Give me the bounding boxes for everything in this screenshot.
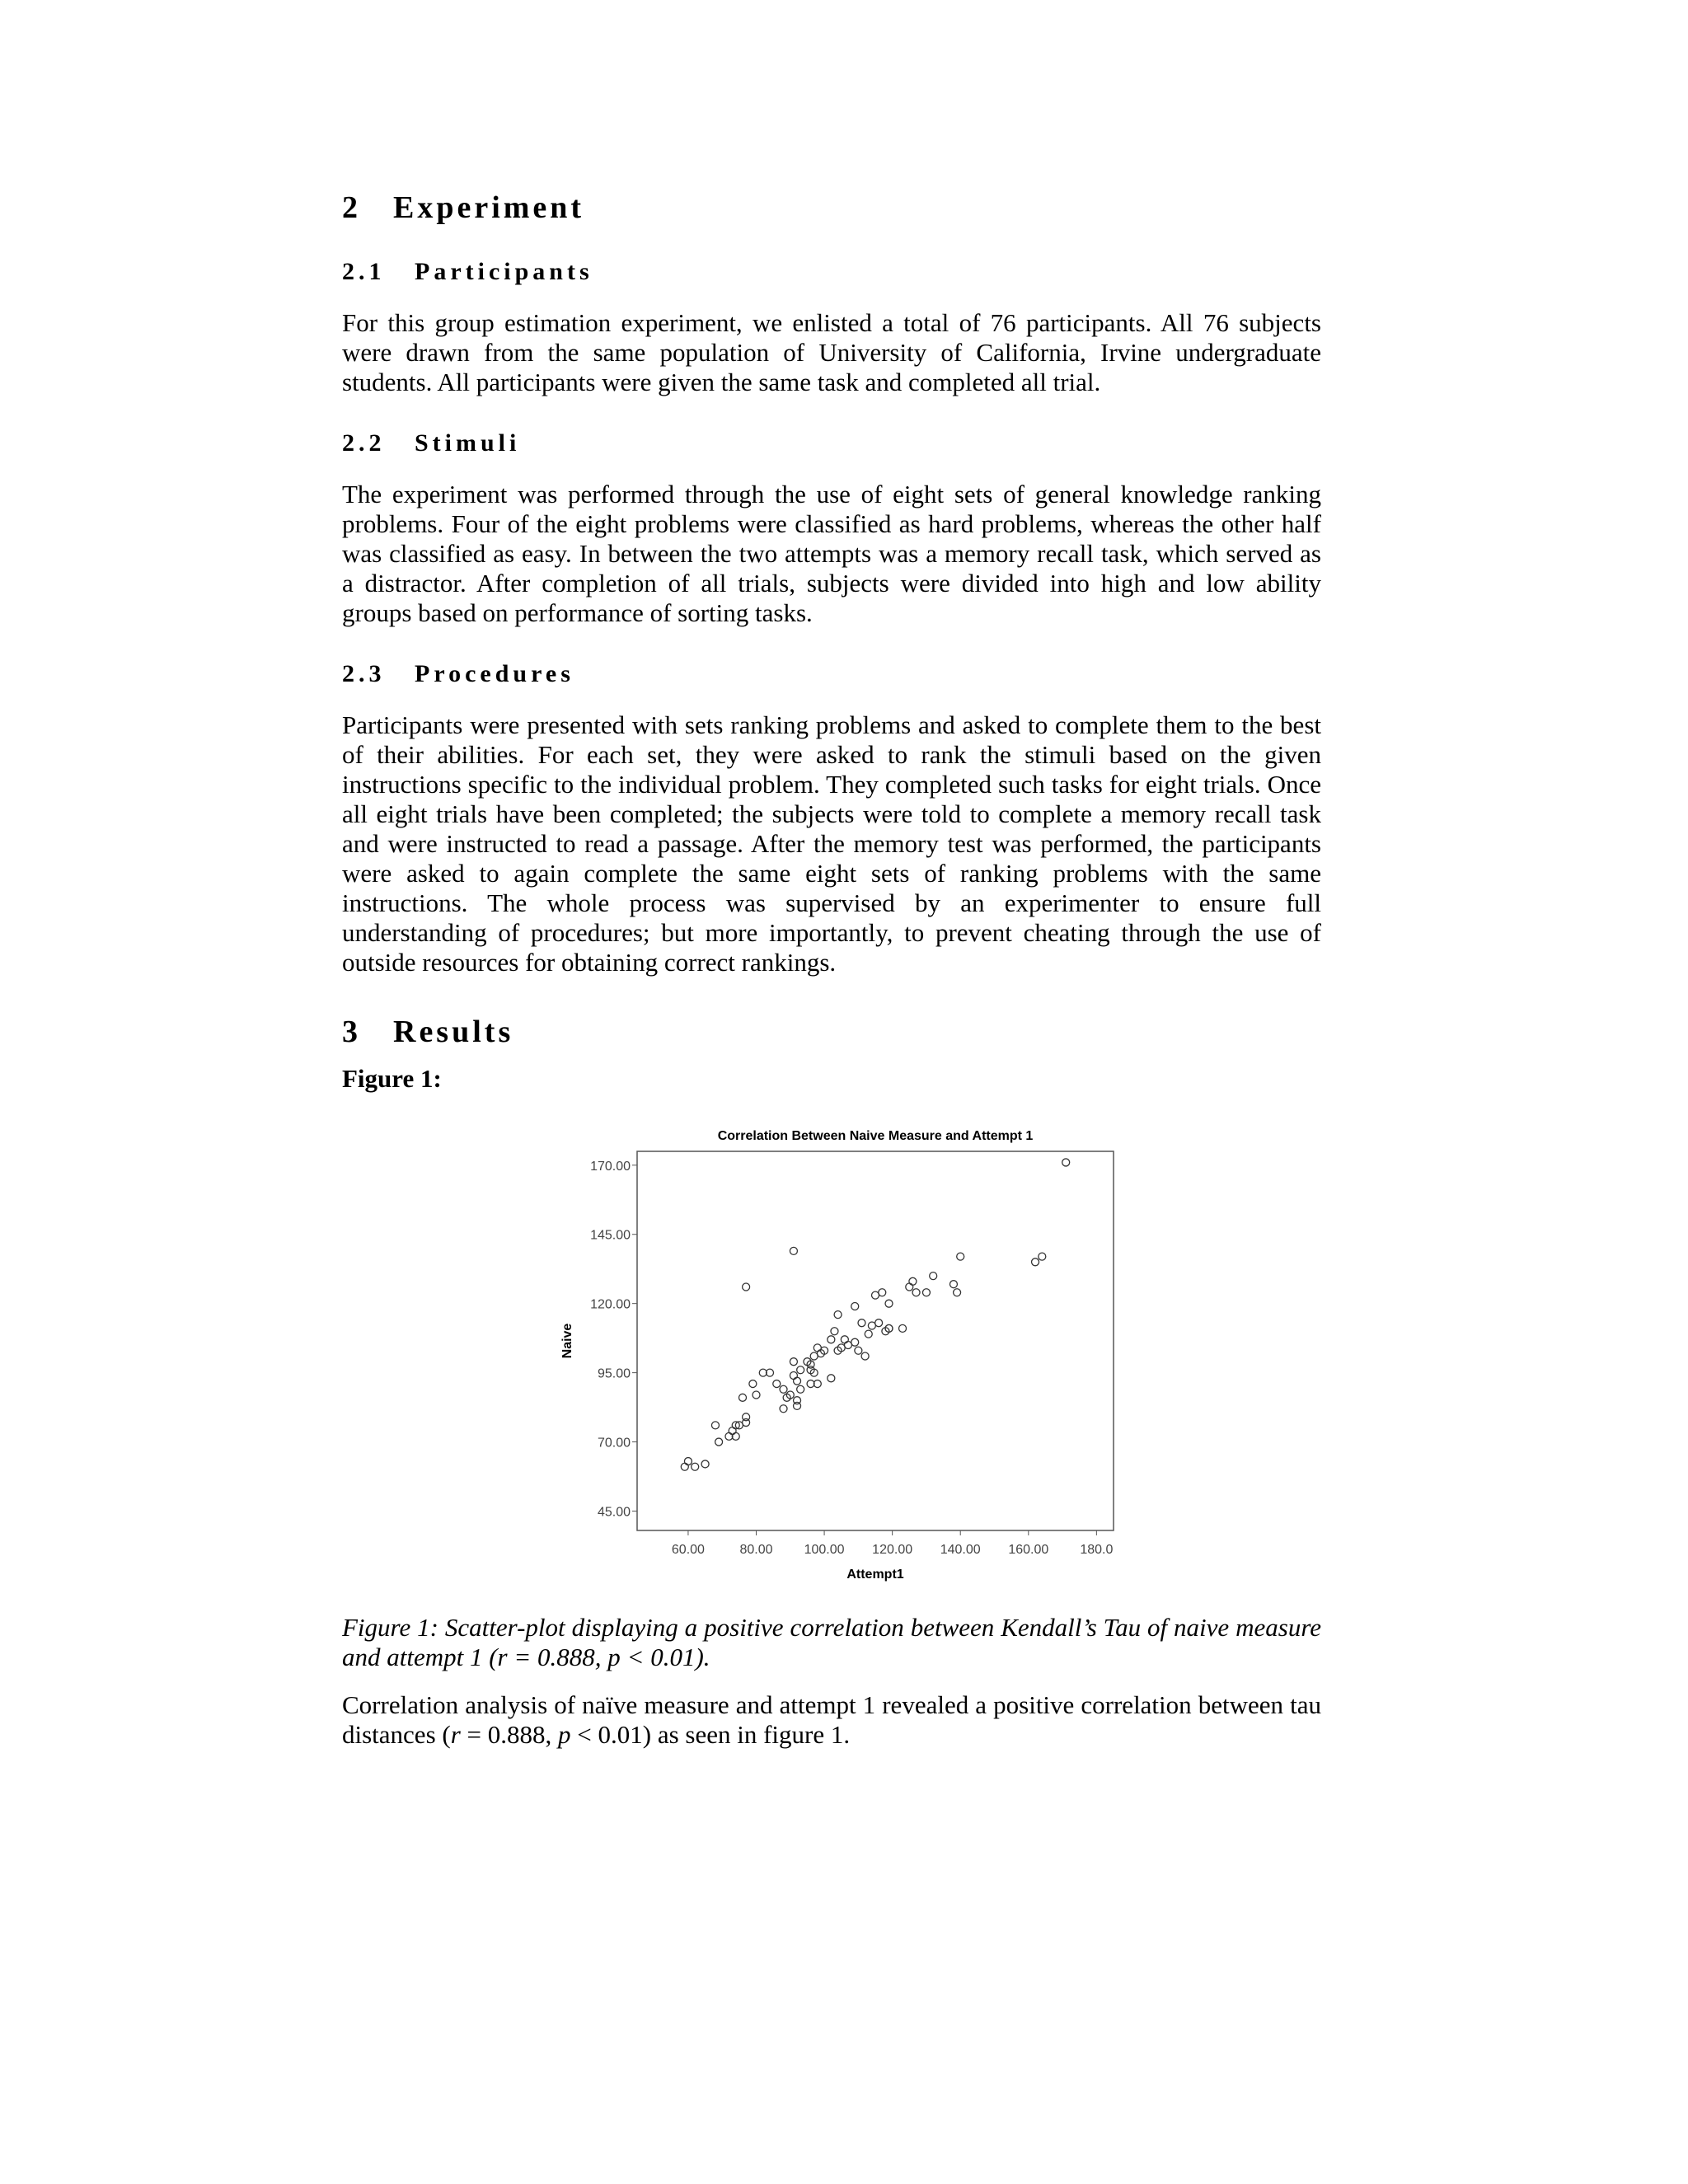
- y-tick-label: 170.00: [590, 1159, 631, 1174]
- subsection-2-1-heading: [342, 257, 1321, 287]
- scatter-point: [851, 1338, 859, 1346]
- scatter-point: [692, 1463, 699, 1470]
- scatter-point: [861, 1352, 869, 1360]
- y-axis-label: Naive: [560, 1323, 574, 1359]
- section-number: 2: [342, 190, 358, 225]
- scatter-point: [797, 1366, 804, 1374]
- x-tick-label: 120.00: [872, 1543, 913, 1558]
- results-text-mid: = 0.888,: [460, 1720, 559, 1750]
- scatter-point: [831, 1328, 838, 1335]
- results-paragraph: [342, 1690, 1321, 1750]
- scatter-point: [790, 1358, 797, 1366]
- scatter-point: [922, 1289, 930, 1296]
- section-title: Results: [393, 1014, 514, 1049]
- scatter-point: [906, 1283, 913, 1291]
- scatter-point: [681, 1463, 688, 1470]
- x-axis-label: Attempt1: [846, 1568, 904, 1582]
- x-tick-label: 180.0: [1080, 1543, 1114, 1558]
- x-tick-label: 80.00: [739, 1543, 773, 1558]
- scatter-point: [875, 1319, 883, 1327]
- scatter-point: [930, 1272, 937, 1280]
- scatter-point: [749, 1380, 757, 1388]
- y-tick-label: 95.00: [597, 1366, 631, 1381]
- scatter-point: [885, 1300, 893, 1307]
- scatter-point: [828, 1336, 835, 1343]
- results-text-post: < 0.01) as seen in figure 1.: [570, 1720, 851, 1750]
- y-tick-label: 70.00: [597, 1436, 631, 1451]
- scatter-point: [729, 1427, 736, 1435]
- scatter-point: [912, 1289, 920, 1296]
- plot-frame: [637, 1151, 1114, 1530]
- scatter-point: [753, 1391, 760, 1399]
- scatter-point: [715, 1438, 723, 1446]
- section-number: 3: [342, 1014, 358, 1049]
- scatter-point: [780, 1405, 787, 1413]
- scatter-point: [738, 1394, 746, 1402]
- scatter-point: [879, 1289, 886, 1296]
- scatter-point: [834, 1311, 842, 1319]
- subsection-title: Stimuli: [415, 429, 521, 457]
- subsection-2-3-heading: [342, 659, 1321, 689]
- results-r-symbol: r: [450, 1720, 461, 1750]
- y-tick-label: 145.00: [590, 1228, 631, 1243]
- x-tick-label: 60.00: [671, 1543, 705, 1558]
- x-tick-label: 100.00: [804, 1543, 845, 1558]
- scatter-point: [780, 1385, 787, 1393]
- scatter-point: [743, 1283, 750, 1291]
- scatter-point: [909, 1277, 917, 1285]
- scatter-point: [794, 1403, 801, 1410]
- scatter-point: [858, 1319, 865, 1327]
- scatter-point: [743, 1413, 750, 1421]
- participants-paragraph: For this group estimation experiment, we enlisted a total of 76 participants. All 76 subjects were drawn from the same population of University of California, Irvine undergraduate students. All participants were given the same task and completed all trial.: [342, 307, 1321, 396]
- scatter-point: [1062, 1159, 1070, 1166]
- scatter-point: [701, 1460, 709, 1468]
- scatter-point: [865, 1330, 872, 1338]
- scatter-point: [957, 1253, 964, 1260]
- scatter-point: [773, 1380, 781, 1388]
- scatter-point: [790, 1248, 797, 1255]
- scatter-point: [684, 1458, 692, 1465]
- y-tick-label: 120.00: [590, 1297, 631, 1312]
- scatter-point: [851, 1303, 859, 1310]
- scatter-point: [797, 1385, 804, 1393]
- scatter-point: [1032, 1258, 1039, 1266]
- figure-caption: Figure 1: Scatter-plot displaying a positive correlation between Kendall’s Tau of naive measure and attempt 1 (r = 0.888, p < 0.01).: [342, 1613, 1321, 1672]
- scatter-plot: [342, 1123, 1321, 1585]
- section-2-heading: [342, 190, 1321, 227]
- y-tick-label: 45.00: [597, 1505, 631, 1520]
- page-content: [342, 190, 1321, 1750]
- section-title: Experiment: [393, 190, 585, 225]
- chart-title: Correlation Between Naive Measure and Attempt 1: [717, 1129, 1034, 1144]
- section-3-heading: [342, 1014, 1321, 1052]
- scatter-point: [1039, 1253, 1046, 1260]
- procedures-paragraph: Participants were presented with sets ranking problems and asked to complete them to the best of their abilities. For each set, they were asked to rank the stimuli based on the given instructions specific to the individual problem. They completed such tasks for eight trials. Once all eight trials have been completed; the subjects were told to complete a memory recall task and were instructed to read a passage. After the memory test was performed, the participants were asked to again complete the same eight sets of ranking problems with the same instructions. The whole process was supervised by an experimenter to ensure full understanding of procedures; but more importantly, to prevent cheating through the use of outside resources for obtaining correct rankings.: [342, 710, 1321, 977]
- scatter-point: [954, 1289, 961, 1296]
- x-tick-label: 160.00: [1008, 1543, 1049, 1558]
- x-tick-label: 140.00: [940, 1543, 981, 1558]
- scatter-point: [828, 1375, 835, 1382]
- scatter-point: [950, 1281, 957, 1288]
- scatter-point: [855, 1347, 862, 1354]
- results-p-symbol: p: [558, 1720, 571, 1750]
- figure-1-chart: [342, 1123, 1321, 1585]
- subsection-number: 2.1: [342, 257, 386, 285]
- scatter-point: [790, 1372, 797, 1380]
- scatter-point: [841, 1336, 848, 1343]
- stimuli-paragraph: The experiment was performed through the use of eight sets of general knowledge ranking problems. Four of the eight problems were classified as hard problems, whereas the other half was classified as easy. In between the two attempts was a memory recall task, which served as a distractor. After completion of all trials, subjects were divided into high and low ability groups based on performance of sorting tasks.: [342, 479, 1321, 627]
- results-text-pre: Correlation analysis of naïve measure and attempt 1 revealed a positive correlation between tau distances (: [342, 1690, 1321, 1750]
- scatter-point: [794, 1377, 801, 1385]
- figure-label: Figure 1:: [342, 1064, 442, 1094]
- scatter-point: [899, 1325, 907, 1333]
- subsection-2-2-heading: [342, 429, 1321, 458]
- subsection-number: 2.3: [342, 659, 386, 687]
- subsection-title: Participants: [415, 257, 593, 285]
- subsection-number: 2.2: [342, 429, 386, 457]
- subsection-title: Procedures: [415, 659, 574, 687]
- scatter-point: [711, 1422, 719, 1429]
